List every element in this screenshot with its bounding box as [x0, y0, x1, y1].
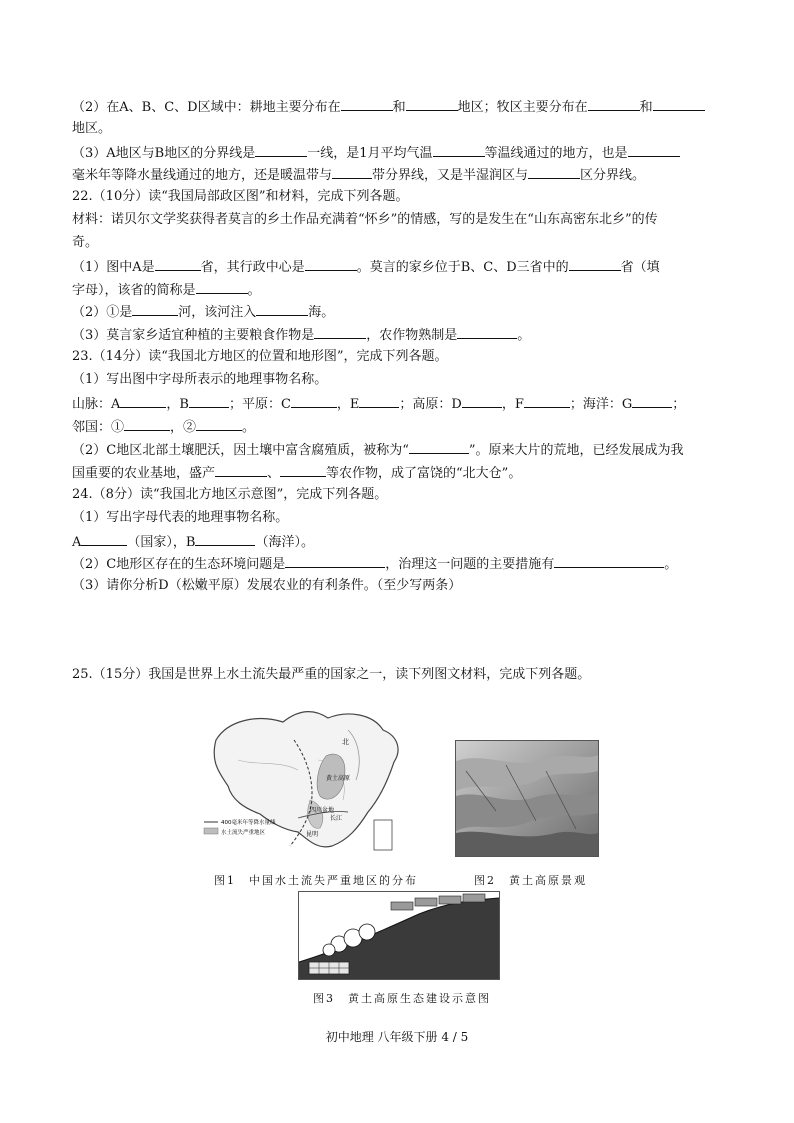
q23-1-neighbors: 邻国：① ，② 。 — [72, 420, 256, 435]
q22-material: 材料：诺贝尔文学奖获得者莫言的乡土作品充满着“怀乡”的情感，写的是发生在“山东高密东北乡”的传 — [72, 212, 658, 227]
map-label-changjiang: 长江 — [330, 815, 343, 822]
figure-3-diagram — [298, 891, 500, 980]
map-label-sichuan: 四川盆地 — [310, 807, 335, 814]
q25-heading: 25.（15分）我国是世界上水土流失最严重的国家之一，读下列图文材料，完成下列各题。 — [72, 667, 591, 682]
q22-1-line-cont: 字母），该省的简称是 。 — [72, 283, 261, 298]
q23-1-line: （1）写出图中字母所表示的地理事物名称。 — [72, 372, 328, 387]
q21-2-line-cont: 地区。 — [72, 121, 112, 136]
q22-material-cont: 奇。 — [72, 235, 99, 250]
legend-line-label: 400毫米年等降水量线 — [221, 820, 276, 826]
south-sea-inset — [374, 820, 392, 850]
figure-2-caption: 图2 黄土高原景观 — [474, 874, 587, 887]
q22-heading: 22.（10分）读“我国局部政区图”和材料，完成下列各题。 — [72, 189, 409, 204]
figure-1-caption: 图1 中国水土流失严重地区的分布 — [214, 874, 418, 887]
q22-1-line: （1）图中A是 省，其行政中心是 。莫言的家乡位于B、C、D三省中的 省（填 — [72, 260, 660, 275]
loess-plateau-photo — [456, 741, 598, 856]
q24-1-answers: A （国家），B （海洋）。 — [72, 535, 314, 550]
legend-area-label: 水土流失严重地区 — [221, 830, 266, 836]
china-map-graphic — [198, 700, 416, 857]
q23-heading: 23.（14分）读“我国北方地区的位置和地形图”，完成下列各题。 — [72, 349, 448, 364]
q21-3-line-cont: 毫米年等降水量线通过的地方，还是暖温带与 带分界线，又是半湿润区与 区分界线。 — [72, 168, 646, 183]
q21-2-line: （2）在A、B、C、D区域中：耕地主要分布在 和 地区；牧区主要分布在 和 — [72, 98, 705, 116]
q22-2-line: （2）①是 河，该河注入 海。 — [72, 305, 335, 320]
map-label-bei: 北 — [342, 738, 349, 746]
map-label-loess: 黄土高原 — [326, 775, 351, 782]
q24-2-line: （2）C地形区存在的生态环境问题是 ，治理这一问题的主要措施有 。 — [72, 557, 678, 572]
q23-1-answers: 山脉：A ，B ；平原：C ，E ；高原：D ，F ；海洋：G ； — [72, 397, 686, 412]
q24-3-line: （3）请你分析D（松嫩平原）发展农业的有利条件。（至少写两条） — [72, 578, 462, 593]
figure-1-map — [198, 700, 416, 857]
page-footer: 初中地理 八年级下册 4 / 5 — [325, 1030, 469, 1044]
ecological-construction-diagram — [299, 892, 499, 979]
q24-heading: 24.（8分）读“我国北方地区示意图”，完成下列各题。 — [72, 487, 388, 502]
q23-2-line: （2）C地区北部土壤肥沃，因土壤中富含腐殖质，被称为“ ”。原来大片的荒地，已经发展成为我 — [72, 443, 684, 458]
legend-area-symbol — [204, 828, 218, 834]
q22-3-line: （3）莫言家乡适宜种植的主要粮食作物是 ，农作物熟制是 。 — [72, 328, 531, 343]
figure-2-photo — [455, 740, 599, 857]
map-label-kunming: 昆明 — [306, 831, 319, 838]
q24-1-line: （1）写出字母代表的地理事物名称。 — [72, 510, 289, 525]
q21-3-line: （3）A地区与B地区的分界线是 一线，是1月平均气温 等温线通过的地方，也是 — [72, 144, 680, 162]
figure-3-caption: 图3 黄土高原生态建设示意图 — [313, 992, 491, 1005]
q23-2-line-cont: 国重要的农业基地，盛产 、 等农作物，成了富饶的“北大仓”。 — [72, 466, 522, 481]
